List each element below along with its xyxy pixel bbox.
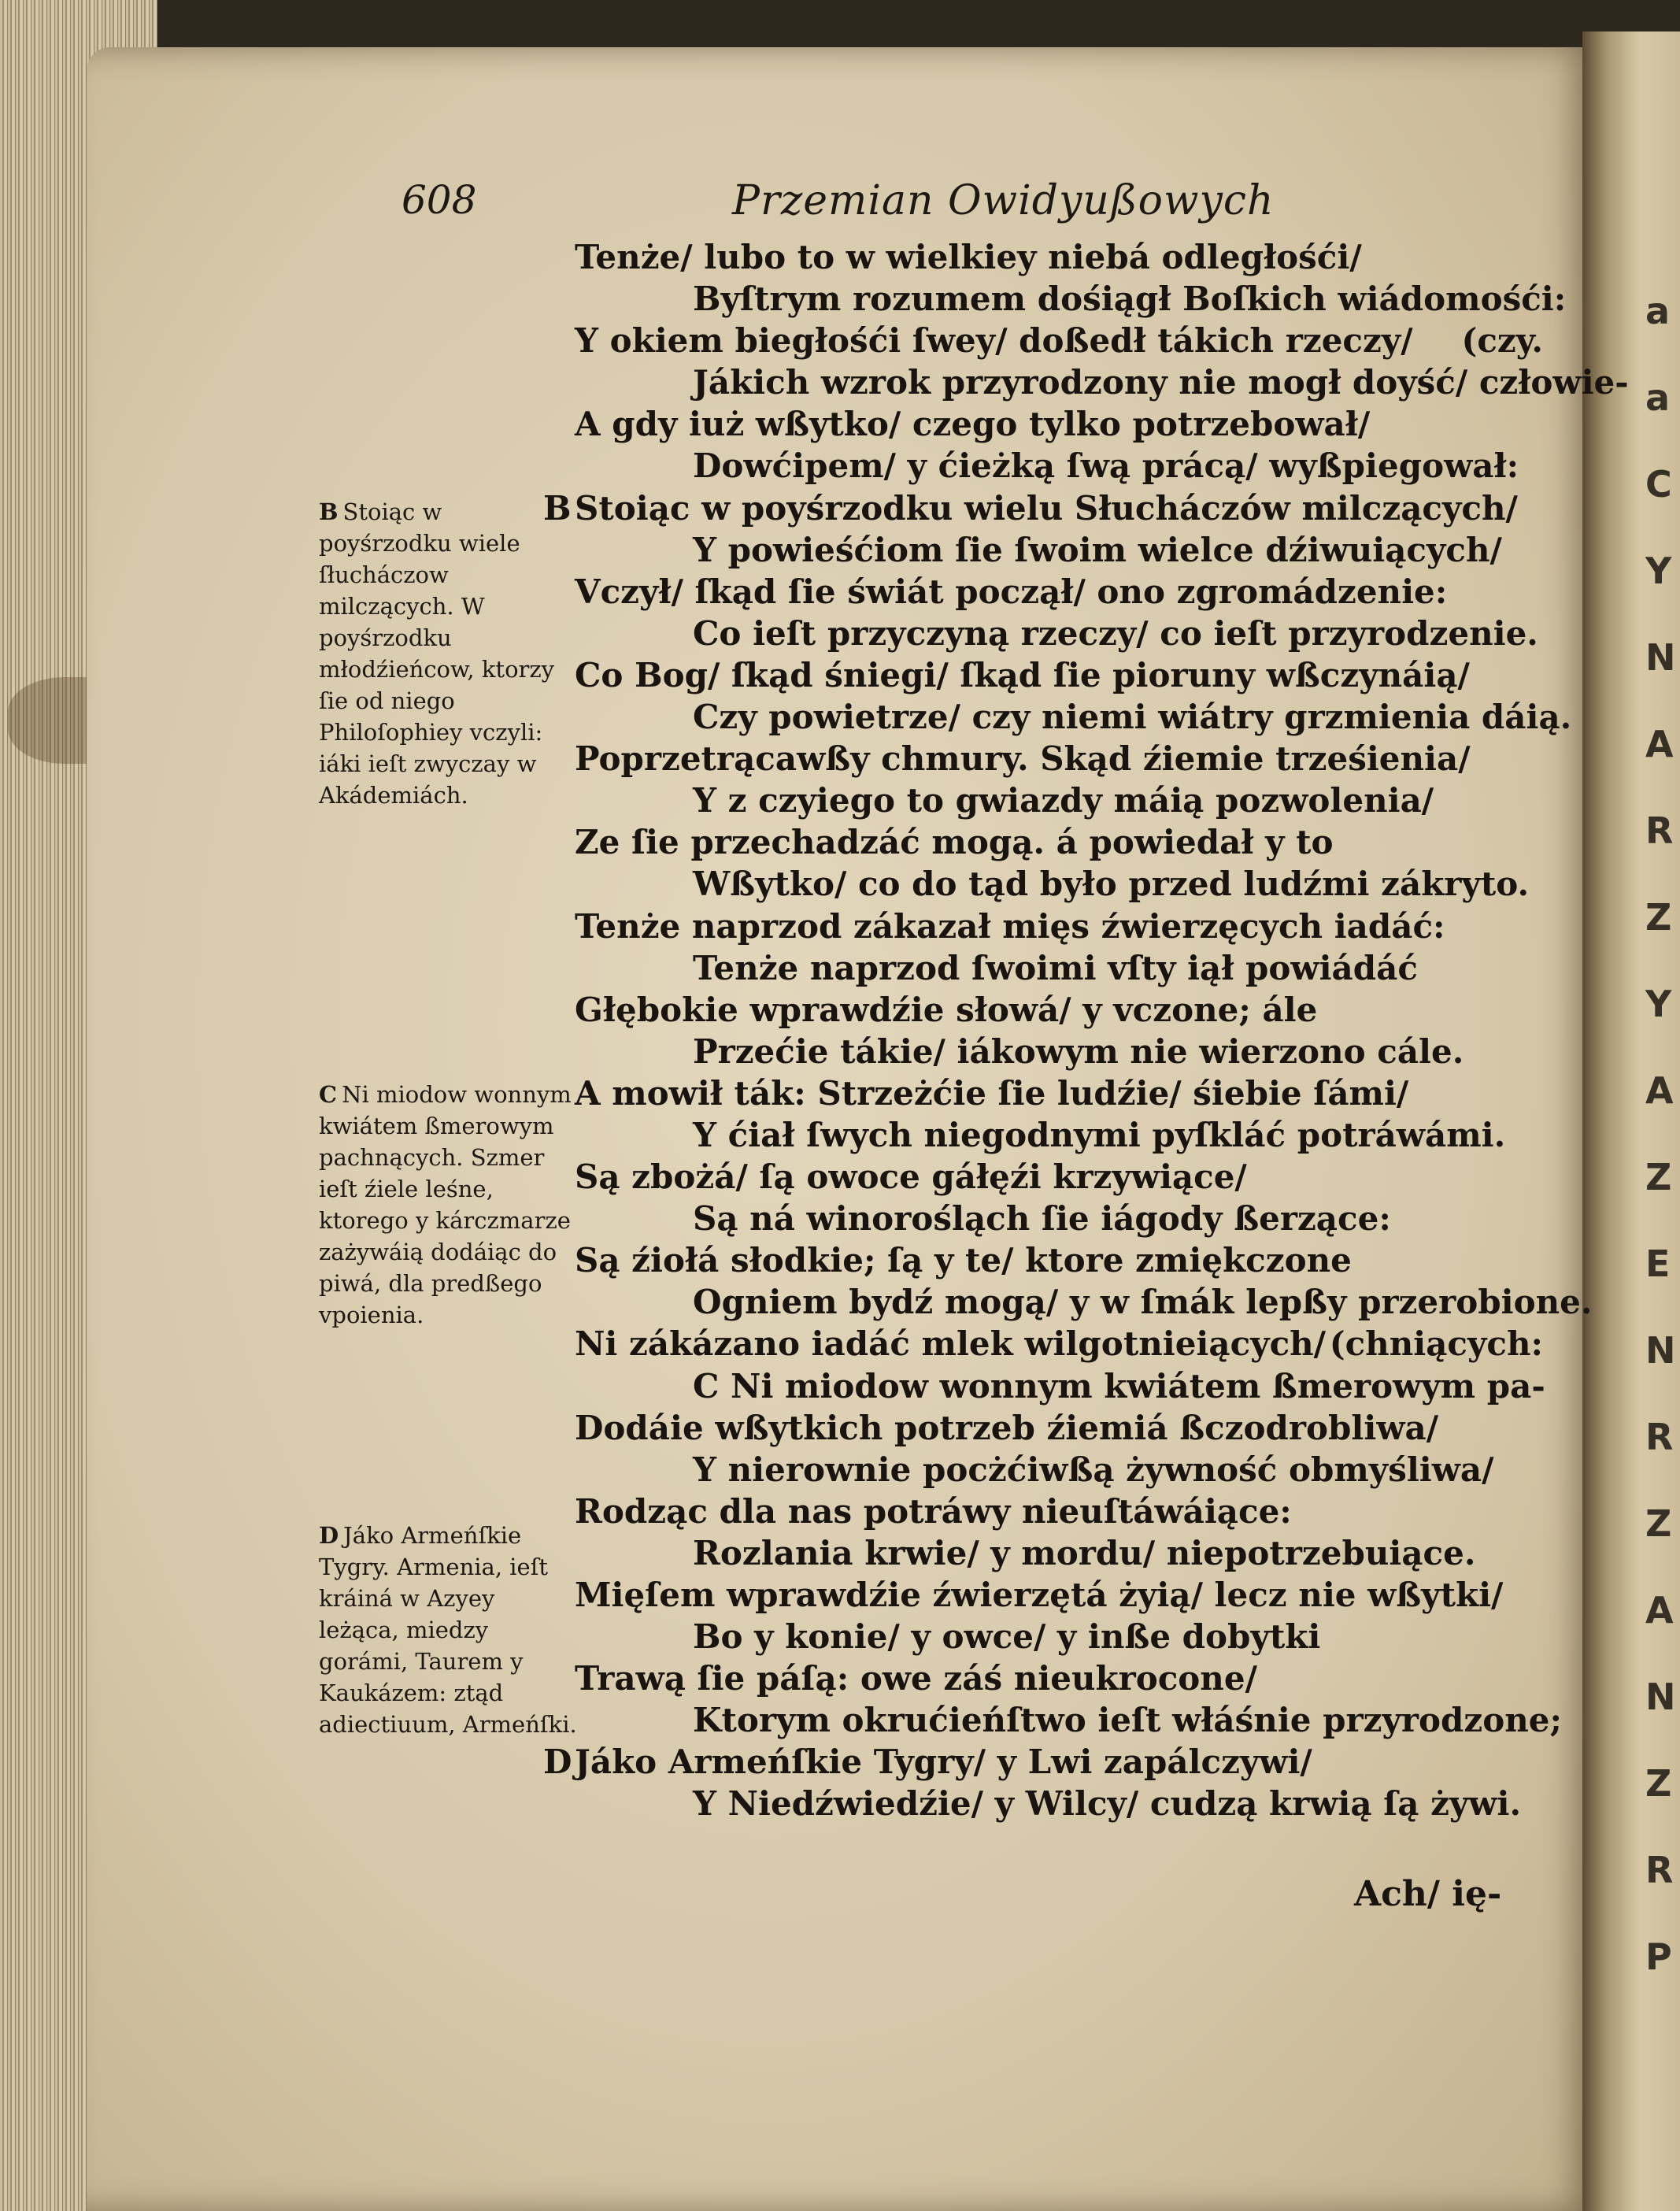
edge-letter: Z (1645, 1502, 1672, 1545)
turnover-text: (czy. (1461, 321, 1543, 361)
verse-line (575, 1365, 1543, 1407)
edge-letter: Z (1645, 1156, 1672, 1198)
verse-line-text: Byſtrym rozumem dośiągł Boſkich wiádomośći: (693, 280, 1567, 319)
gloss-letter: C (319, 1081, 338, 1108)
verse-line (575, 236, 1543, 278)
verse-line-text: Y nierownie pocżćiwßą żywność obmyśliwa/ (693, 1450, 1494, 1489)
verse-line-text: Głębokie wprawdźie słowá/ y vczone; ále (575, 990, 1318, 1029)
page-number: 608 (401, 177, 477, 223)
edge-letter: Y (1645, 550, 1672, 592)
verse-line (575, 1156, 1543, 1198)
next-page-edge-letters (1645, 268, 1676, 2000)
edge-letter: A (1645, 1589, 1674, 1631)
verse-line-text: A mowił ták: Strzeżćie ſie ludźie/ śiebie ſámi/ (575, 1073, 1409, 1113)
verse-line (575, 613, 1543, 654)
verse-line-text: Tenże/ lubo to w wielkiey niebá odległośći/ (575, 238, 1362, 276)
verse-line-text: Ogniem bydź mogą/ y w ſmák lepßy przerobione. (693, 1283, 1593, 1322)
gloss-text: Jáko Armeńſkie Tygry. Armenia, ieſt kráiná w Azyey leżąca, miedzy gorámi, Taurem y Kaukázem: ztąd adiectiuum, Armeńſki. (319, 1522, 577, 1738)
edge-letter: R (1645, 809, 1674, 852)
verse-line-text: Jákich wzrok przyrodzony nie mogł doyść/ człowie- (693, 363, 1629, 402)
edge-letter: R (1645, 1416, 1674, 1458)
verse-line-text: C Ni miodow wonnym kwiátem ßmerowym pa- (693, 1366, 1545, 1405)
edge-letter: a (1645, 376, 1671, 419)
verse-line (575, 1449, 1543, 1491)
verse-line (575, 1657, 1543, 1699)
verse-line-text: Tenże naprzod zákazał mięs źwierzęcych iadáć: (575, 906, 1445, 946)
verse-line (575, 989, 1543, 1031)
verse-line (575, 1323, 1543, 1365)
verse-line (575, 1281, 1593, 1323)
running-title: Przemian Owidyußowych (732, 177, 1275, 224)
verse-line-text: Y ćiał ſwych niegodnymi pyſkláć potráwámi. (693, 1115, 1506, 1154)
verse-line (575, 320, 1543, 361)
verse-line (575, 1783, 1543, 1824)
verse-line (575, 1198, 1543, 1239)
gloss-letter: B (319, 498, 339, 525)
verse-line-text: Dodáie wßytkich potrzeb źiemiá ßczodrobliwa/ (575, 1408, 1439, 1447)
edge-letter: N (1645, 1676, 1676, 1718)
verse-line (575, 906, 1543, 947)
verse-line (575, 1239, 1543, 1281)
verse-line-text: Vczył/ ſkąd ſie świát począł/ ono zgromádzenie: (575, 572, 1448, 611)
marginal-gloss (319, 496, 579, 811)
verse-line (575, 780, 1543, 821)
edge-letter: R (1645, 1849, 1674, 1891)
verse-line-text: Y powieśćiom ſie ſwoim wielce dźiwuiących/ (693, 530, 1502, 569)
verse-line (575, 863, 1543, 905)
verse-line (575, 1616, 1543, 1657)
verse-line-text: Mięſem wprawdźie źwierzętá żyią/ lecz nie wßytki/ (575, 1576, 1504, 1614)
verse-line (575, 1072, 1543, 1114)
verse-line-text: Są zbożá/ ſą owoce gáłęźi krzywiące/ (575, 1157, 1247, 1197)
edge-letter: Z (1645, 896, 1672, 939)
verse-line-text: Ktorym okrućieńſtwo ieſt włáśnie przyrodzone; (693, 1701, 1562, 1740)
verse-line-text: Wßytko/ co do tąd było przed ludźmi zákryto. (693, 865, 1530, 904)
edge-letter: a (1645, 290, 1671, 332)
verse-line-text: Rozlania krwie/ y mordu/ niepotrzebuiące. (693, 1533, 1476, 1572)
verse-line-text: Stoiąc w poyśrzodku wielu Słucháczów milczących/ (575, 488, 1518, 528)
verse-line (575, 947, 1543, 989)
page-header (401, 177, 1346, 232)
verse-line (575, 696, 1572, 738)
verse-line-text: Co ieſt przyczyną rzeczy/ co ieſt przyrodzenie. (693, 613, 1538, 653)
verse-line-text: Ni zákázano iadáć mlek wilgotnieiących/ (575, 1324, 1327, 1364)
verse-line (575, 1114, 1543, 1156)
verse-line-text: Przećie tákie/ iákowym nie wierzono cále. (693, 1031, 1464, 1071)
verse-line (575, 654, 1543, 696)
verse-line (575, 529, 1543, 571)
verse-line (575, 571, 1543, 613)
edge-letter: P (1645, 1935, 1672, 1978)
catchword: Ach/ ię- (1354, 1874, 1502, 1914)
edge-letter: E (1645, 1243, 1671, 1285)
gloss-marker: D (543, 1743, 572, 1782)
verse-line-text: Tenże naprzod ſwoimi vſty iął powiádáć (693, 948, 1418, 987)
verse-line-text: Dowćipem/ y ćieżką ſwą prácą/ wyßpiegował: (693, 446, 1519, 486)
verse-line (575, 278, 1567, 320)
edge-letter: N (1645, 636, 1676, 679)
verse-line (575, 1407, 1543, 1449)
verse-line (543, 1741, 1543, 1783)
verse-line (575, 1532, 1543, 1574)
gloss-text: Ni miodow wonnym kwiátem ßmerowym pachnących. Szmer ieſt źiele leśne, ktorego y kárczmarze zażywáią dodáiąc do piwá, dla predßego vpoienia. (319, 1081, 572, 1328)
verse-line (575, 445, 1543, 487)
verse-line-text: Rodząc dla nas potráwy nieuſtáwáiące: (575, 1491, 1292, 1531)
verse-line (575, 821, 1543, 863)
gloss-text: Stoiąc w poyśrzodku wiele ſłucháczow milczących. W poyśrzodku młodźieńcow, ktorzy ſie od niego Philoſophiey vczyli: iáki ieſt zwyczay w Akádemiách. (319, 498, 555, 809)
verse-line-text: Trawą ſie páſą: owe záś nieukrocone/ (575, 1659, 1257, 1698)
verse-line-text: Bo y konie/ y owce/ y inße dobytki (693, 1617, 1321, 1657)
marginal-gloss (319, 1520, 579, 1740)
verse-line (575, 403, 1543, 445)
verse-line-text: Ze ſie przechadzáć mogą. á powiedał y to (575, 823, 1334, 862)
verse-line (575, 1699, 1562, 1741)
verse-line-text: A gdy iuż wßytko/ czego tylko potrzebował/ (575, 405, 1371, 444)
marginal-gloss (319, 1079, 579, 1331)
verse-text-block (543, 236, 1629, 1825)
edge-letter: Y (1645, 983, 1672, 1025)
edge-letter: C (1645, 463, 1672, 506)
edge-letter: A (1645, 1069, 1674, 1112)
verse-line (575, 1491, 1543, 1532)
turnover-text: (chniących: (1329, 1324, 1543, 1364)
verse-line (575, 738, 1543, 780)
verse-line (575, 1574, 1543, 1616)
verse-line-text: Y Niedźwiedźie/ y Wilcy/ cudzą krwią ſą żywi. (693, 1784, 1522, 1824)
verse-line-text: Y okiem biegłośći ſwey/ doßedł tákich rzeczy/ (575, 321, 1413, 361)
edge-letter: A (1645, 723, 1674, 765)
verse-line (575, 1031, 1543, 1072)
verse-line-text: Są źiołá słodkie; ſą y te/ ktore zmiękczone (575, 1241, 1352, 1280)
edge-letter: N (1645, 1329, 1676, 1372)
gloss-marker: B (543, 488, 572, 528)
verse-line-text: Y z czyiego to gwiazdy máią pozwolenia/ (693, 781, 1434, 820)
verse-line (543, 487, 1543, 529)
gloss-letter: D (319, 1522, 339, 1549)
verse-line-text: Czy powietrze/ czy niemi wiátry grzmienia dáią. (693, 698, 1572, 737)
verse-line-text: Co Bog/ ſkąd śniegi/ ſkąd ſie pioruny wßczynáią/ (575, 655, 1470, 694)
verse-line-text: Są ná winorośląch ſie iágody ßerzące: (693, 1199, 1391, 1239)
verse-line-text: Poprzetrącawßy chmury. Skąd źiemie trześienia/ (575, 739, 1471, 779)
verse-line (575, 361, 1629, 403)
edge-letter: Z (1645, 1762, 1672, 1805)
verse-line-text: Jáko Armeńſkie Tygry/ y Lwi zapálczywi/ (575, 1743, 1312, 1782)
